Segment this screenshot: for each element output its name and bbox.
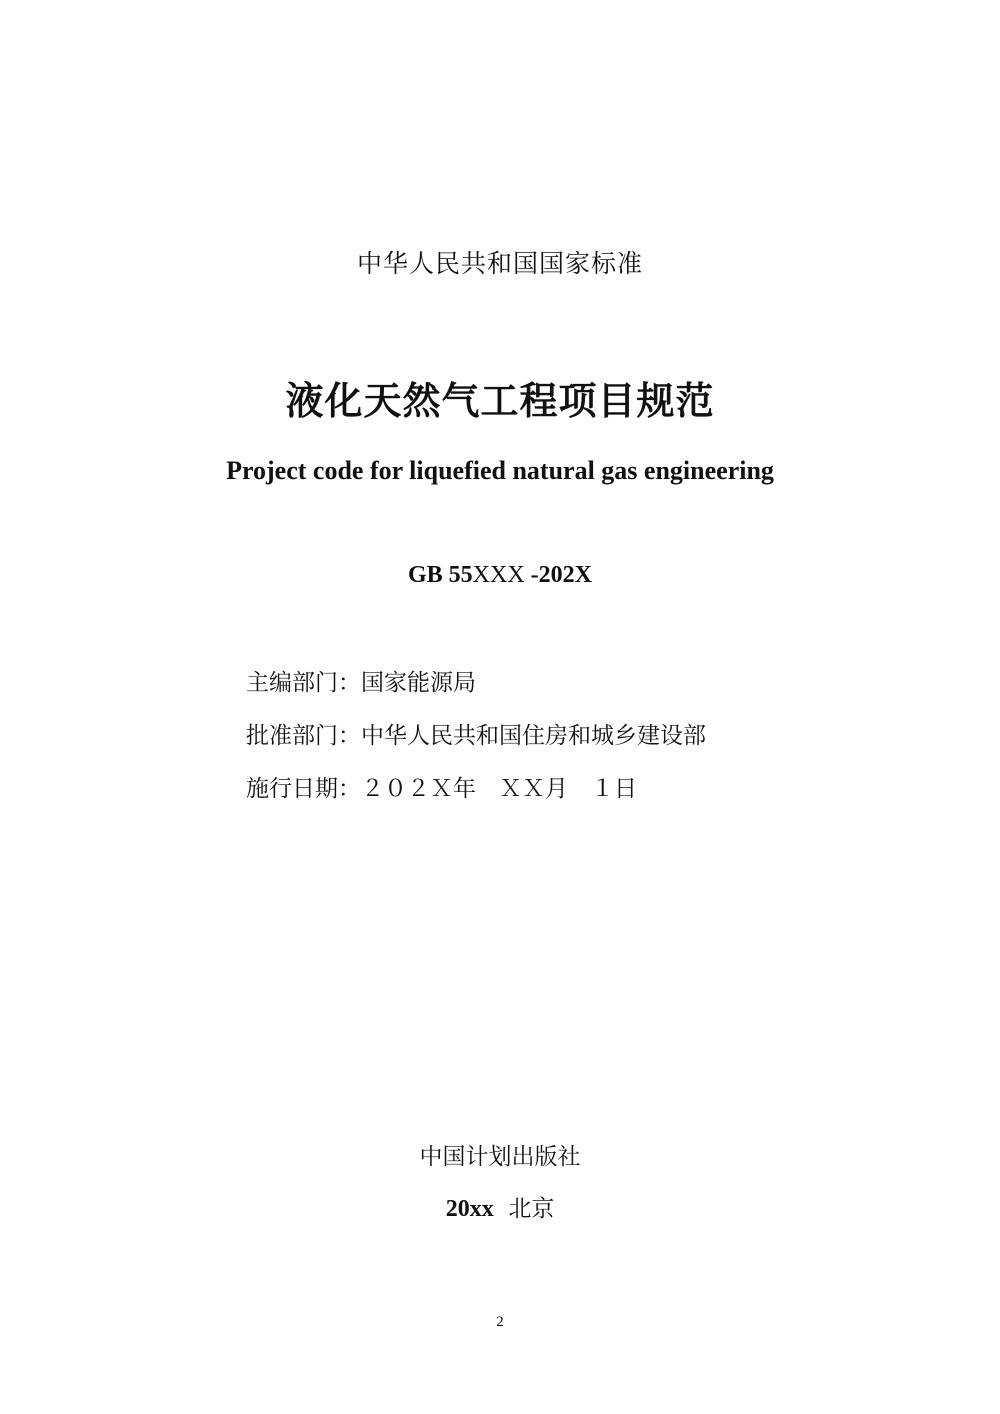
editor-department: 主编部门：国家能源局 bbox=[246, 670, 476, 696]
standard-code-suffix: -202X bbox=[524, 562, 592, 588]
standard-code bbox=[0, 562, 1000, 589]
page-number: 2 bbox=[496, 1314, 504, 1330]
standard-type-heading: 中华人民共和国国家标准 bbox=[356, 249, 643, 278]
publication-year: 20xx bbox=[445, 1196, 494, 1222]
standard-code-middle: XXX bbox=[472, 562, 525, 588]
document-title-chinese: 液化天然气工程项目规范 bbox=[285, 379, 715, 423]
standard-code-prefix: GB 55 bbox=[407, 562, 473, 588]
effective-date: 施行日期：２０２Ｘ年 ＸＸ月 １日 bbox=[246, 776, 637, 802]
document-title-english: Project code for liquefied natural gas engineering bbox=[226, 456, 774, 485]
approval-department: 批准部门：中华人民共和国住房和城乡建设部 bbox=[246, 723, 706, 749]
publisher-name: 中国计划出版社 bbox=[419, 1144, 581, 1170]
publication-year-place bbox=[0, 1190, 1000, 1223]
publication-city: 北京 bbox=[508, 1196, 555, 1222]
